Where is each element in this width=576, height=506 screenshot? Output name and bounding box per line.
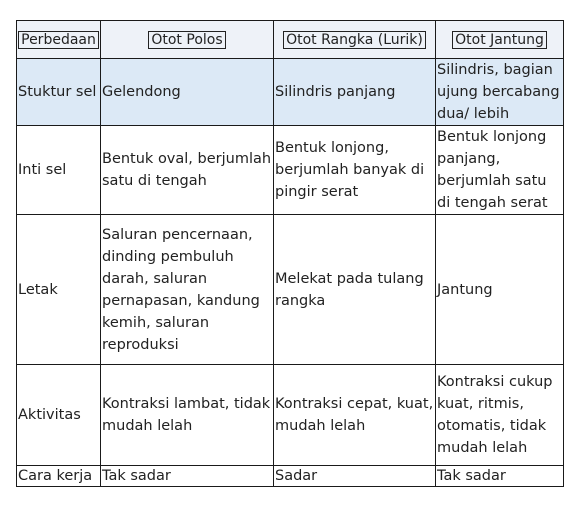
header-cell: [17, 21, 101, 59]
table-cell: Melekat pada tulang rangka: [274, 215, 436, 365]
table-cell: Bentuk oval, berjumlah satu di tengah: [101, 126, 274, 215]
table-row: [17, 365, 564, 466]
header-label: Perbedaan: [18, 31, 99, 49]
header-cell: [274, 21, 436, 59]
comparison-table: [16, 20, 564, 487]
row-label: Cara kerja: [17, 466, 101, 487]
table-cell: Silindris, bagian ujung bercabang dua/ lebih: [436, 59, 564, 126]
table-cell: Kontraksi cepat, kuat, mudah lelah: [274, 365, 436, 466]
header-row: [17, 21, 564, 59]
row-label: Inti sel: [17, 126, 101, 215]
table-cell: Bentuk lonjong panjang, berjumlah satu di tengah serat: [436, 126, 564, 215]
table-cell: Bentuk lonjong, berjumlah banyak di pingir serat: [274, 126, 436, 215]
table-cell: Jantung: [436, 215, 564, 365]
table-row: [17, 215, 564, 365]
table-cell: Saluran pencernaan, dinding pembuluh darah, saluran pernapasan, kandung kemih, saluran reproduksi: [101, 215, 274, 365]
table-cell: Kontraksi cukup kuat, ritmis, otomatis, tidak mudah lelah: [436, 365, 564, 466]
header-cell: [436, 21, 564, 59]
table-cell: Sadar: [274, 466, 436, 487]
row-label: Stuktur sel: [17, 59, 101, 126]
row-label: Aktivitas: [17, 365, 101, 466]
header-label: Otot Jantung: [452, 31, 547, 49]
table-cell: Tak sadar: [101, 466, 274, 487]
table-cell: Kontraksi lambat, tidak mudah lelah: [101, 365, 274, 466]
table-cell: Gelendong: [101, 59, 274, 126]
header-cell: [101, 21, 274, 59]
table-row: [17, 59, 564, 126]
table-cell: Silindris panjang: [274, 59, 436, 126]
row-label: Letak: [17, 215, 101, 365]
header-label: Otot Polos: [148, 31, 225, 49]
table-cell: Tak sadar: [436, 466, 564, 487]
header-label: Otot Rangka (Lurik): [283, 31, 426, 49]
table-row: [17, 466, 564, 487]
table-row: [17, 126, 564, 215]
